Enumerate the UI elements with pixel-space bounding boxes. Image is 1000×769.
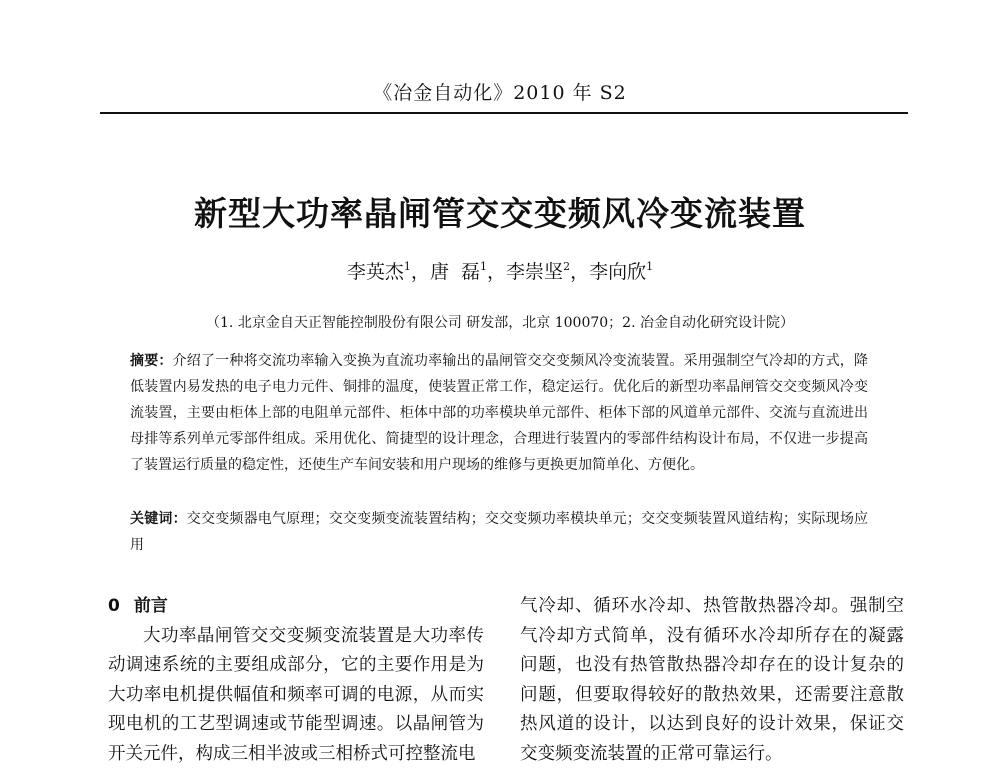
right-column: [520, 592, 904, 769]
author: 唐 磊$^1$，: [430, 261, 506, 283]
author-list: [0, 257, 1000, 284]
section-number: 0: [108, 596, 120, 616]
author: 李向欣$^1$: [589, 261, 653, 283]
left-column: [108, 592, 484, 769]
keywords-text: 交交变频器电气原理；交交变频变流装置结构；交交变频功率模块单元；交交变频装置风道结构；实际现场应用: [130, 511, 868, 553]
author: 李英杰$^1$，: [347, 261, 430, 283]
keywords-label: 关键词：: [130, 511, 187, 527]
section-title: 前言: [134, 596, 168, 616]
keywords: [130, 506, 868, 558]
abstract-label: 摘要：: [130, 353, 173, 369]
affiliation: （1. 北京金自天正智能控制股份有限公司 研发部，北京 100070；2. 冶金自动化研究设计院）: [0, 312, 1000, 332]
body-paragraph: 气冷却、循环水冷却、热管散热器冷却。强制空气冷却方式简单，没有循环水冷却所存在的凝露问题，也没有热管散热器冷却存在的设计复杂的问题，但要取得较好的散热效果，还需要注意散热风道的设计，以达到良好的设计效果，保证交交变频变流装置的正常可靠运行。: [520, 592, 904, 769]
paper-title: 新型大功率晶闸管交交变频风冷变流装置: [0, 188, 1000, 235]
header-rule: [100, 112, 908, 114]
author: 李崇坚$^2$，: [506, 261, 589, 283]
section-heading: [108, 592, 484, 622]
abstract-text: 介绍了一种将交流功率输入变换为直流功率输出的晶闸管交交变频风冷变流装置。采用强制空气冷却的方式，降低装置内易发热的电子电力元件、铜排的温度，使装置正常工作，稳定运行。优化后的新型功率晶闸管交交变频风冷变流装置，主要由柜体上部的电阻单元部件、柜体中部的功率模块单元部件、柜体下部的风道单元部件、交流与直流进出母排等系列单元零部件组成。采用优化、简捷型的设计理念，合理进行装置内的零部件结构设计布局，不仅进一步提高了装置运行质量的稳定性，还使生产车间安装和用户现场的维修与更换更加简单化、方便化。: [130, 353, 868, 473]
journal-header: 《冶金自动化》2010 年 S2: [0, 78, 1000, 105]
body-paragraph: 大功率晶闸管交交变频变流装置是大功率传动调速系统的主要组成部分，它的主要作用是为大功率电机提供幅值和频率可调的电源，从而实现电机的工艺型调速或节能型调速。以晶闸管为开关元件，构成三相半波或三相桥式可控整流电: [108, 622, 484, 769]
abstract: [130, 348, 868, 478]
